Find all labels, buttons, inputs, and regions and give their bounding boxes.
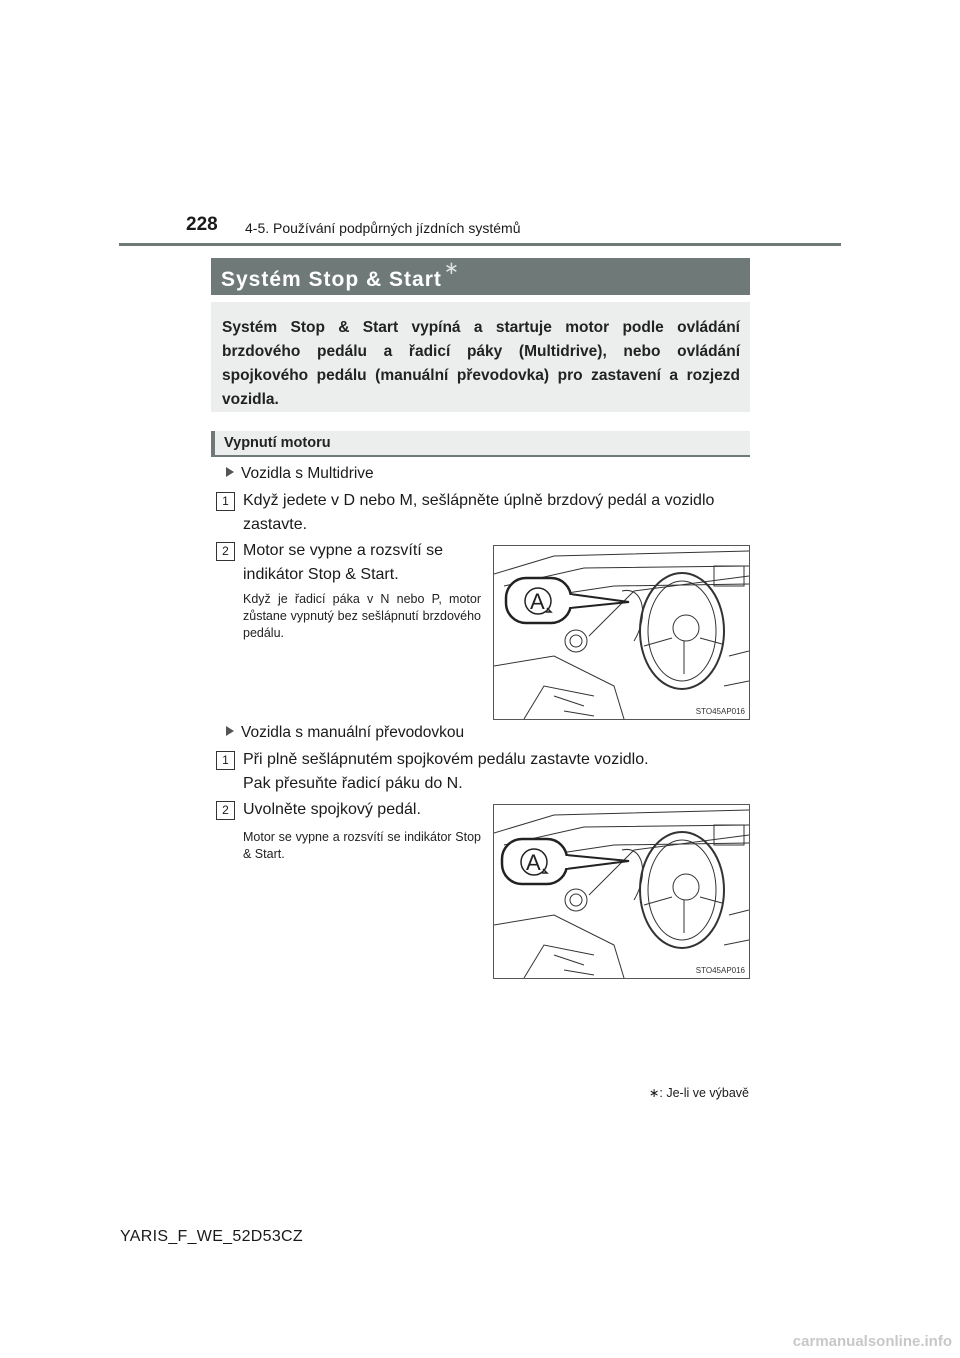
manual-heading-text: Vozidla s manuální převodovkou	[241, 724, 465, 741]
dashboard-drawing	[494, 546, 749, 719]
multidrive-heading	[226, 465, 374, 483]
title-bar	[211, 258, 750, 295]
intro-text: Systém Stop & Start vypíná a startuje motor podle ovládání brzdového pedálu a řadicí páky (Multidrive), nebo ovládání spojkového pedálu (manuální převodovka) pro zastavení a rozjezd vozidla.	[222, 319, 740, 408]
triangle-bullet-icon	[226, 467, 234, 477]
document-code: YARIS_F_WE_52D53CZ	[120, 1228, 303, 1245]
step-number-1: 1	[216, 492, 235, 511]
step-number-2: 2	[216, 542, 235, 561]
multidrive-step1-text: Když jedete v D nebo M, sešlápněte úplně brzdový pedál a vozidlo zastavte.	[243, 492, 715, 533]
manual-step1-text	[243, 748, 753, 796]
multidrive-step2-text: Motor se vypne a rozsvítí se indikátor Stop & Start.	[243, 542, 444, 583]
intro-box	[211, 302, 750, 412]
manual-heading	[226, 724, 464, 742]
section-title: 4-5. Používání podpůrných jízdních systémů	[245, 220, 521, 236]
illustration-code: STO45AP016	[695, 966, 745, 975]
manual-note: Motor se vypne a rozsvítí se indikátor Stop & Start.	[243, 830, 481, 861]
page-number: 228	[186, 214, 218, 235]
illustration-code: STO45AP016	[695, 707, 745, 716]
page-title-text: Systém Stop & Start	[221, 268, 442, 291]
step-number-2: 2	[216, 801, 235, 820]
subsection-title: Vypnutí motoru	[224, 435, 331, 451]
dashboard-drawing	[494, 805, 749, 978]
indicator-label: A	[530, 589, 545, 614]
page-title	[221, 258, 460, 292]
asterisk-icon: ∗	[443, 258, 460, 278]
manual-step1-line1: Při plně sešlápnutém spojkovém pedálu zastavte vozidlo.	[243, 751, 649, 768]
dashboard-illustration	[493, 545, 750, 720]
header-rule	[119, 243, 841, 246]
triangle-bullet-icon	[226, 726, 234, 736]
step-number-1: 1	[216, 751, 235, 770]
subsection-edge	[211, 431, 215, 457]
manual-step1-line2: Pak přesuňte řadicí páku do N.	[243, 775, 463, 792]
footnote: ∗: Je-li ve výbavě	[648, 1086, 749, 1100]
watermark: carmanualsonline.info	[792, 1333, 952, 1350]
multidrive-note: Když je řadicí páka v N nebo P, motor zůstane vypnutý bez sešlápnutí brzdového pedálu.	[243, 592, 481, 640]
manual-step2-text: Uvolněte spojkový pedál.	[243, 801, 421, 818]
subsection-bar	[211, 431, 750, 457]
dashboard-illustration	[493, 804, 750, 979]
indicator-label: A	[526, 850, 541, 875]
multidrive-heading-text: Vozidla s Multidrive	[241, 465, 374, 482]
